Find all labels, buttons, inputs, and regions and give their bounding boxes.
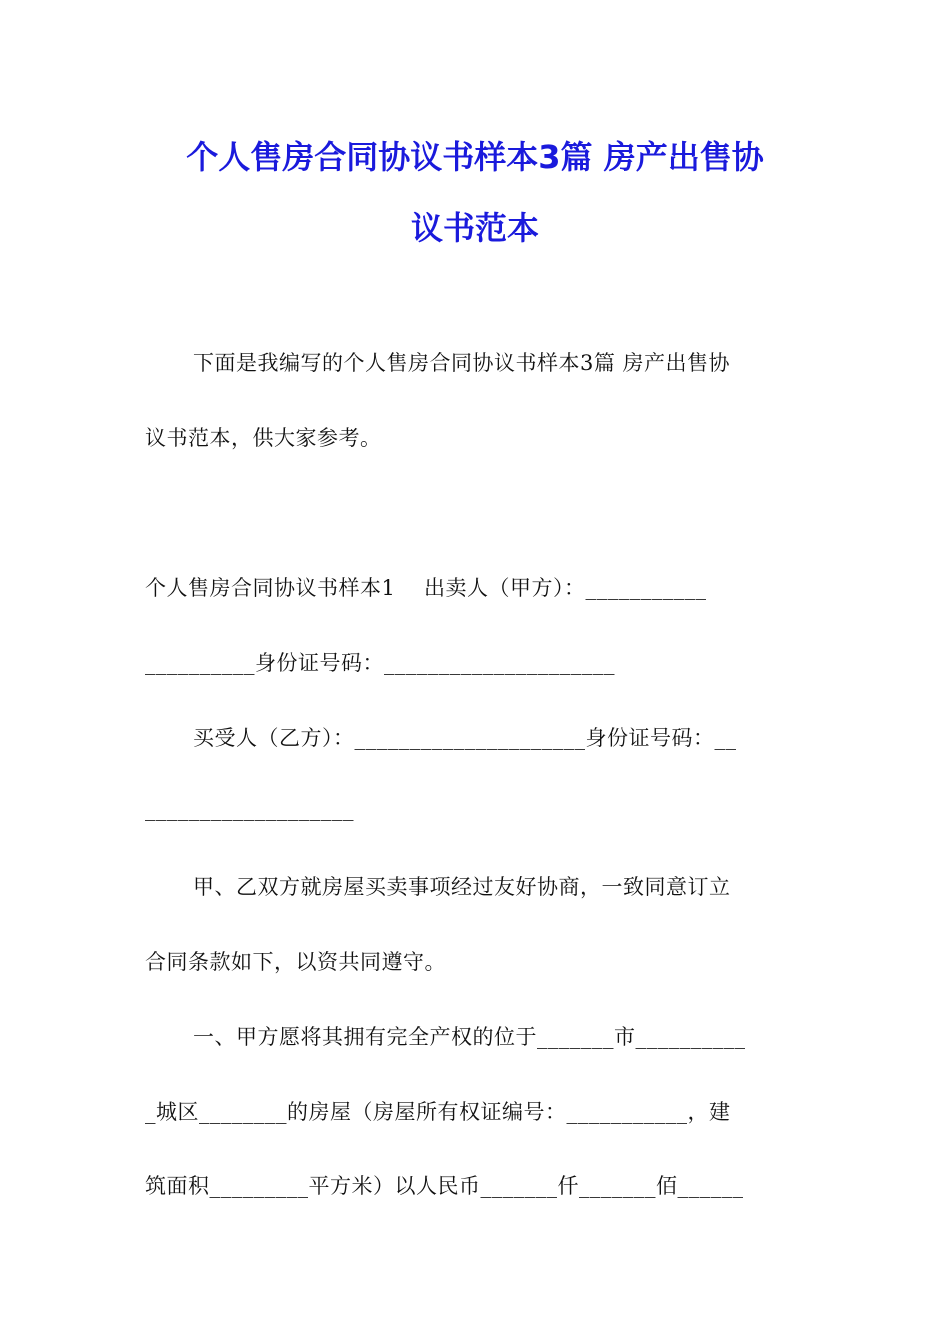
clause-1-line-3: 筑面积_________平方米）以人民币_______仟_______佰______: [145, 1174, 744, 1198]
buyer-line: 买受人（乙方）：_____________________身份证号码：__: [193, 726, 737, 750]
document-title-line-2: 议书范本: [410, 209, 539, 247]
intro-line-1: 下面是我编写的个人售房合同协议书样本3篇 房产出售协: [193, 351, 731, 375]
clause-1-line-1: 一、甲方愿将其拥有完全产权的位于_______市__________: [193, 1025, 746, 1049]
agreement-line-2: 合同条款如下，以资共同遵守。: [145, 950, 446, 974]
document-title-line-1: 个人售房合同协议书样本3篇 房产出售协: [186, 138, 764, 176]
sample1-seller-line: 个人售房合同协议书样本1 出卖人（甲方）：___________: [145, 576, 707, 600]
buyer-id-continuation: ___________________: [145, 797, 354, 821]
clause-1-line-2: _城区________的房屋（房屋所有权证编号：___________，建: [145, 1100, 731, 1124]
seller-id-line: __________身份证号码：_____________________: [145, 651, 615, 675]
intro-line-2: 议书范本，供大家参考。: [145, 426, 382, 450]
agreement-line-1: 甲、乙双方就房屋买卖事项经过友好协商，一致同意订立: [193, 875, 731, 899]
